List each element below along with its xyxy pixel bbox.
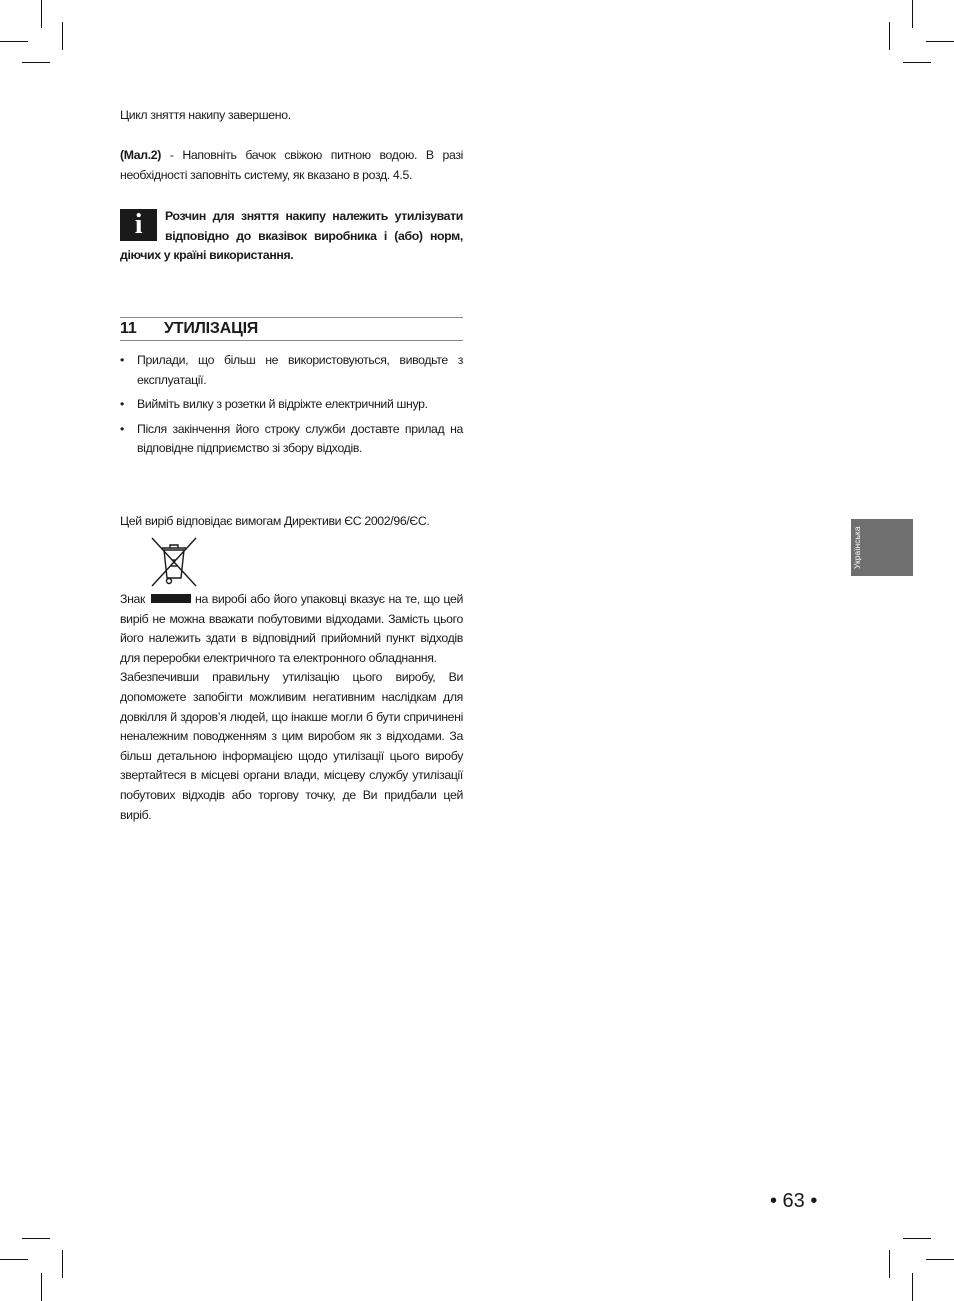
info-note-text: Розчин для зняття накипу належить утилізувати відповідно до вказівок виробника і (або) норм, діючих у країні використання. [120, 209, 463, 263]
language-tab [851, 519, 913, 576]
crop-mark [22, 1238, 50, 1239]
bullet-icon: • [120, 397, 124, 412]
bullet-icon: • [120, 353, 124, 367]
list-item-text: Після закінчення його строку служби доставте прилад на відповідне підприємство зі збору відходів. [137, 421, 463, 456]
sign-word: Знак [120, 592, 146, 606]
list-item [120, 420, 463, 459]
crop-mark [22, 62, 50, 63]
crop-mark [926, 1259, 954, 1260]
crop-mark [0, 1259, 28, 1260]
black-bar-symbol [151, 594, 191, 603]
crop-mark [912, 0, 913, 28]
list-item [120, 395, 463, 415]
info-icon: i [120, 209, 157, 241]
descale-complete-text: Цикл зняття накипу завершено. [120, 108, 291, 122]
disposal-steps-list [120, 351, 463, 464]
language-tab-label: Українська [852, 526, 862, 569]
section-number: 11 [120, 320, 137, 337]
crop-mark [903, 62, 931, 63]
descale-complete-paragraph [120, 106, 463, 126]
section-heading [120, 317, 463, 341]
crop-mark [41, 1273, 42, 1301]
list-item-text: Вийміть вилку з розетки й відріжте електричний шнур. [137, 397, 428, 412]
crop-mark [62, 22, 63, 50]
crop-mark [926, 41, 954, 42]
crop-mark [912, 1273, 913, 1301]
section-title: УТИЛІЗАЦІЯ [164, 320, 259, 337]
crop-mark [889, 22, 890, 50]
refill-text: - Наповніть бачок свіжою питною водою. В разі необхідності заповніть систему, як вказано в розд. 4.5. [120, 148, 463, 182]
crop-mark [0, 41, 28, 42]
list-item [120, 351, 463, 390]
disposal-paragraphs [120, 590, 463, 825]
crop-mark [62, 1250, 63, 1278]
directive-paragraph [120, 512, 463, 532]
responsibility-text: Забезпечивши правильну утилізацію цього виробу, Ви допоможете запобігти можливим негативним наслідкам для довкілля й здоров’я людей, що інакше могли б бути спричинені неналежним поводженням з цим виробом як з відходами. За більш детальною інформацією щодо утилізації цього виробу звертайтеся в місцеві органи влади, місцеву службу утилізації побутових відходів або торгову точку, де Ви придбали цей виріб. [120, 670, 463, 822]
crop-mark [889, 1250, 890, 1278]
crossed-out-wheelie-bin-icon [150, 536, 198, 588]
bullet-icon: • [120, 421, 124, 436]
refill-paragraph [120, 146, 463, 185]
directive-text: Цей виріб відповідає вимогам Директиви ЄС 2002/96/ЄС. [120, 514, 430, 528]
list-item-text: Прилади, що більш не використовуються, виводьте з експлуатації. [137, 353, 463, 387]
sign-text: на виробі або його упаковці вказує на те, що цей виріб не можна вважати побутовими відходами. Замість цього його належить здати в відповідний прийомний пункт відходів для переробки електричного та електронного обладнання. [120, 592, 463, 665]
figure-reference: (Мал.2) [120, 148, 162, 162]
crop-mark [41, 0, 42, 28]
page-number: • 63 • [770, 1190, 818, 1212]
info-note [120, 207, 463, 266]
crop-mark [903, 1238, 931, 1239]
